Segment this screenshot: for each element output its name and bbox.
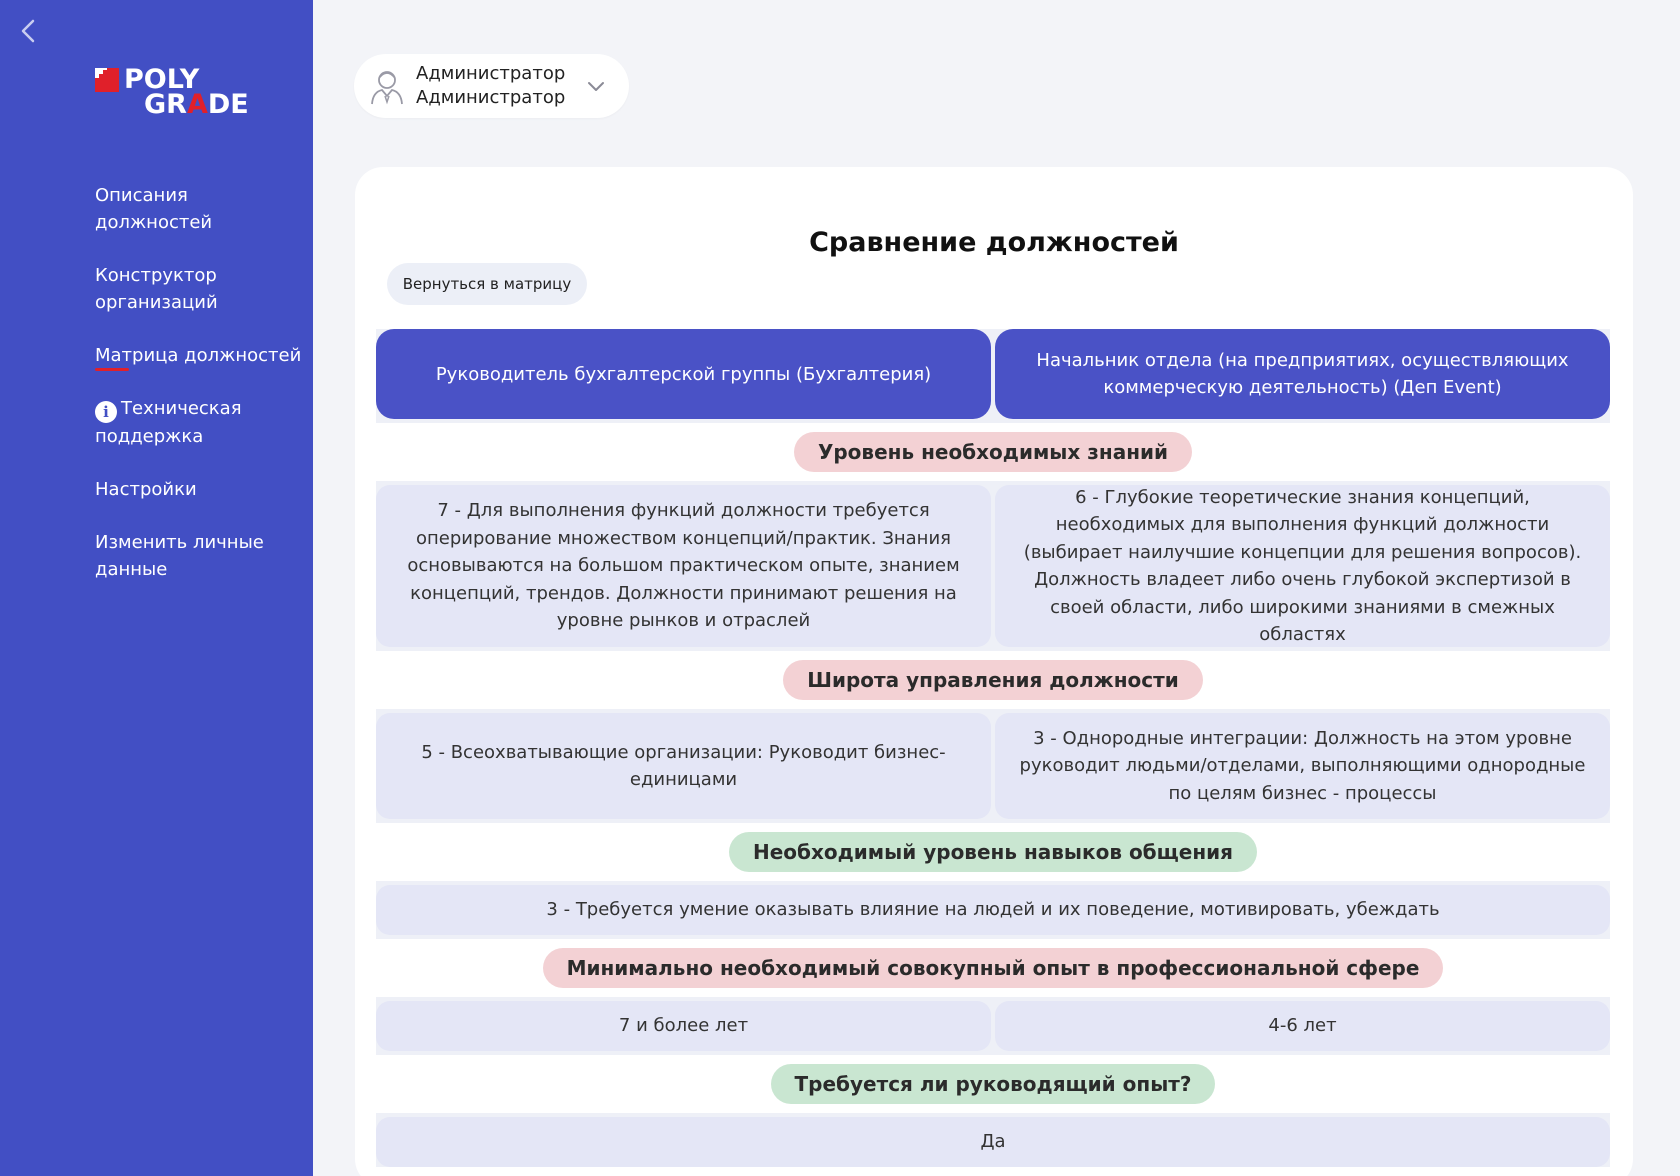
section-row: [376, 485, 1610, 647]
section-header: [376, 423, 1610, 481]
nav-item-edit-profile[interactable]: Изменить личные данные: [95, 532, 264, 580]
nav-item-job-descriptions[interactable]: Описания должностей: [95, 185, 213, 233]
value-cell: 5 - Всеохватывающие организации: Руководит бизнес-единицами: [376, 713, 991, 819]
logo-line1: POLY: [124, 64, 200, 95]
section-title: Минимально необходимый совокупный опыт в профессиональной сфере: [543, 948, 1444, 988]
section-row: [376, 1001, 1610, 1051]
section-header: [376, 1055, 1610, 1113]
comparison-card: [355, 167, 1633, 1176]
section-row: [376, 885, 1610, 935]
nav-item-settings[interactable]: Настройки: [95, 479, 197, 500]
comparison-table: [376, 329, 1610, 1167]
chevron-down-icon[interactable]: [586, 76, 606, 96]
section-row: [376, 713, 1610, 819]
user-avatar-icon: [368, 66, 406, 106]
user-name: Администратор Администратор: [416, 63, 566, 108]
shared-value-cell: Да: [376, 1117, 1610, 1167]
nav-item-position-matrix[interactable]: Матрица должностей: [95, 342, 305, 369]
logo-line2: GRADE: [144, 89, 249, 120]
page-title: Сравнение должностей: [809, 227, 1179, 258]
nav-item-tech-support[interactable]: i Техническая поддержка: [95, 398, 242, 447]
polygrade-logo[interactable]: [95, 66, 265, 118]
value-cell: 7 и более лет: [376, 1001, 991, 1051]
nav-item-org-builder[interactable]: Конструктор организаций: [95, 265, 218, 313]
back-to-matrix-button[interactable]: Вернуться в матрицу: [387, 263, 587, 305]
value-cell: 3 - Однородные интеграции: Должность на этом уровне руководит людьми/отделами, выполняющими однородные по целям бизнес - процессы: [995, 713, 1610, 819]
value-cell: 4-6 лет: [995, 1001, 1610, 1051]
sidebar-nav: [95, 182, 305, 609]
sidebar: [0, 0, 313, 1176]
position-header: Начальник отдела (на предприятиях, осуществляющих коммерческую деятельность) (Деп Event): [995, 329, 1610, 419]
logo-mark-icon: [95, 68, 119, 92]
section-title: Необходимый уровень навыков общения: [729, 832, 1257, 872]
info-icon: i: [95, 401, 117, 423]
shared-value-cell: 3 - Требуется умение оказывать влияние на людей и их поведение, мотивировать, убеждать: [376, 885, 1610, 935]
section-title: Широта управления должности: [783, 660, 1202, 700]
position-header: Руководитель бухгалтерской группы (Бухгалтерия): [376, 329, 991, 419]
section-header: [376, 823, 1610, 881]
section-header: [376, 939, 1610, 997]
section-title: Уровень необходимых знаний: [794, 432, 1192, 472]
active-underline: [95, 368, 129, 371]
user-menu[interactable]: [354, 54, 629, 118]
back-chevron-icon[interactable]: [14, 16, 44, 46]
value-cell: 7 - Для выполнения функций должности требуется оперирование множеством концепций/практик. Знания основываются на большом практическом опыте, знанием концепций, трендов. Должности принимают решения на уровне рынков и отраслей: [376, 485, 991, 647]
value-cell: 6 - Глубокие теоретические знания концепций, необходимых для выполнения функций должности (выбирает наилучшие концепции для решения вопросов). Должность владеет либо очень глубокой экспертизой в своей области, либо широкими знаниями в смежных областях: [995, 485, 1610, 647]
section-row: [376, 1117, 1610, 1167]
header-row: [376, 329, 1610, 419]
section-title: Требуется ли руководящий опыт?: [771, 1064, 1216, 1104]
section-header: [376, 651, 1610, 709]
